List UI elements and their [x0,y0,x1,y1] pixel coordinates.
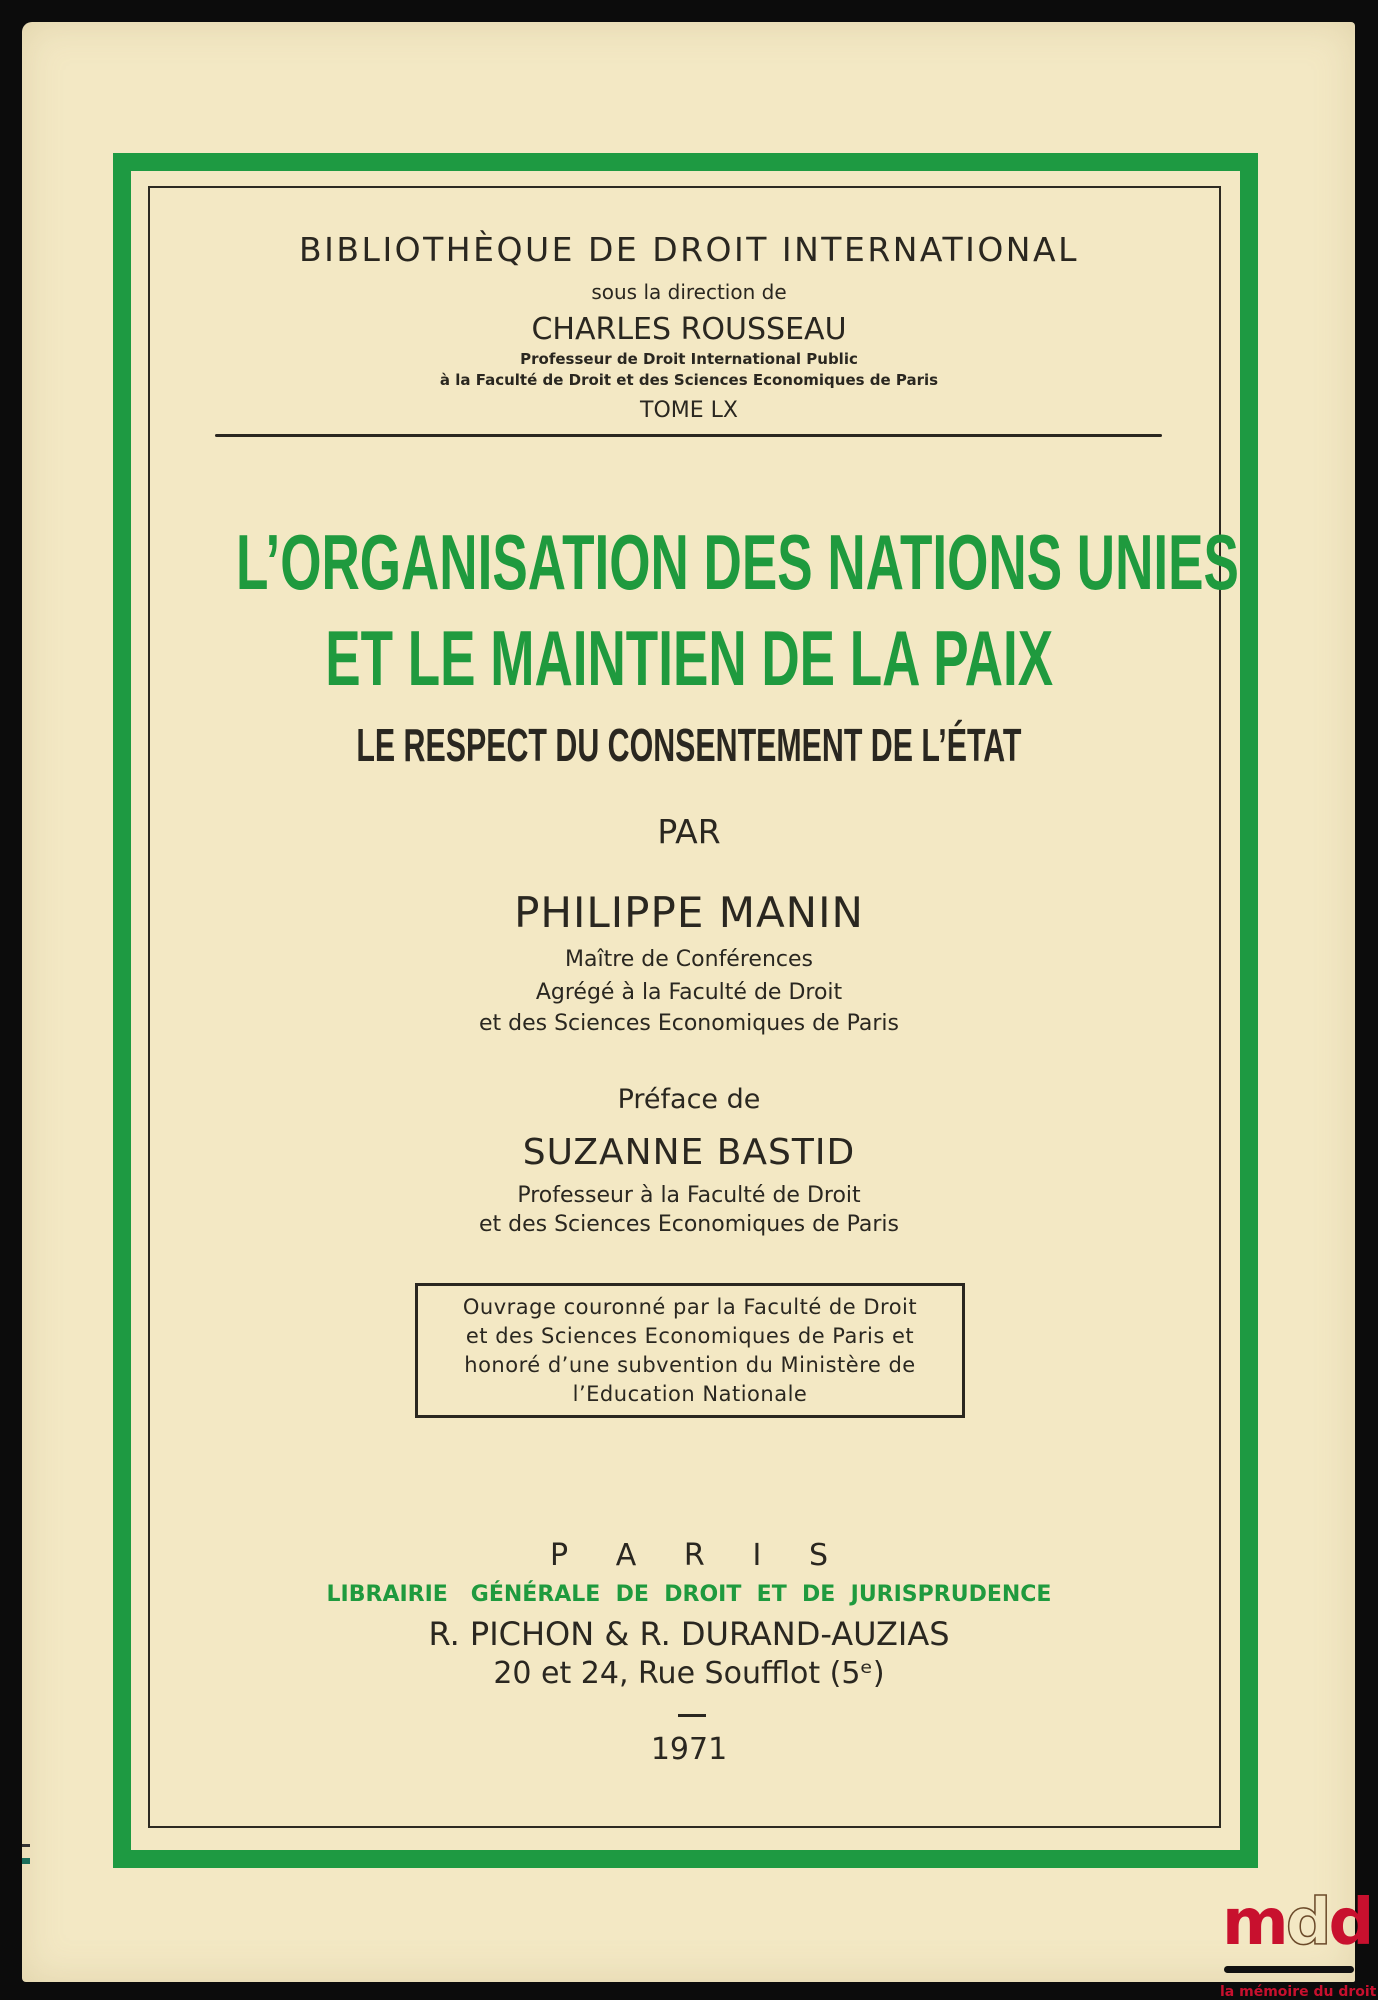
preface-author-role-2: et des Sciences Economiques de Paris [478,1212,900,1237]
publisher-name: LIBRAIRIE GÉNÉRALE DE DROIT ET DE JURISPRUDENCE [326,1582,1052,1607]
publication-year: 1971 [650,1732,728,1767]
header-divider-rule [215,434,1162,437]
publisher-address: 20 et 24, Rue Soufflot (5ᵉ) [493,1656,885,1691]
spine-mark [22,1844,30,1847]
preface-author-name: SUZANNE BASTID [522,1132,856,1173]
subtitle-text: LE RESPECT DU CONSENTEMENT DE L’ÉTAT [356,719,1022,771]
award-line-2: et des Sciences Economiques de Paris et [465,1324,915,1348]
award-line-3: honoré d’une subvention du Ministère de [464,1353,916,1377]
main-title-line-2 [0,614,1378,702]
author-role-3: et des Sciences Economiques de Paris [478,1011,900,1036]
publisher-city: P A R I S [549,1538,829,1573]
publisher-dash [678,1714,706,1717]
award-notice-box [415,1283,965,1418]
author-role-1: Maître de Conférences [565,947,813,972]
author-name: PHILIPPE MANIN [514,888,864,937]
publisher-owners: R. PICHON & R. DURAND-AUZIAS [428,1615,950,1653]
author-role-2: Agrégé à la Faculté de Droit [535,980,843,1005]
main-title-line-1-text: L’ORGANISATION DES NATIONS UNIES [235,518,1239,606]
series-director-name: CHARLES ROUSSEAU [531,312,847,347]
mdd-logo-letters: mdd [1222,1886,1372,1960]
award-line-4: l’Education Nationale [572,1382,808,1406]
series-director-title-1: Professeur de Droit International Public [520,350,858,368]
main-title-line-2-text: ET LE MAINTIEN DE LA PAIX [325,614,1053,702]
mdd-logo-underline [1224,1966,1354,1973]
preface-author-role-1: Professeur à la Faculté de Droit [517,1183,861,1208]
series-title: BIBLIOTHÈQUE DE DROIT INTERNATIONAL [299,230,1079,269]
series-direction-label: sous la direction de [591,280,787,304]
author-by-label: PAR [657,812,721,851]
spine-mark [22,1858,30,1864]
series-volume: TOME LX [640,398,738,423]
series-director-title-2: à la Faculté de Droit et des Sciences Economiques de Paris [439,371,939,389]
award-line-1: Ouvrage couronné par la Faculté de Droit [462,1295,918,1319]
main-title-line-1 [0,518,1378,606]
mdd-tagline: la mémoire du droit [1220,1984,1377,2000]
preface-label: Préface de [617,1084,761,1115]
subtitle [0,720,1378,770]
